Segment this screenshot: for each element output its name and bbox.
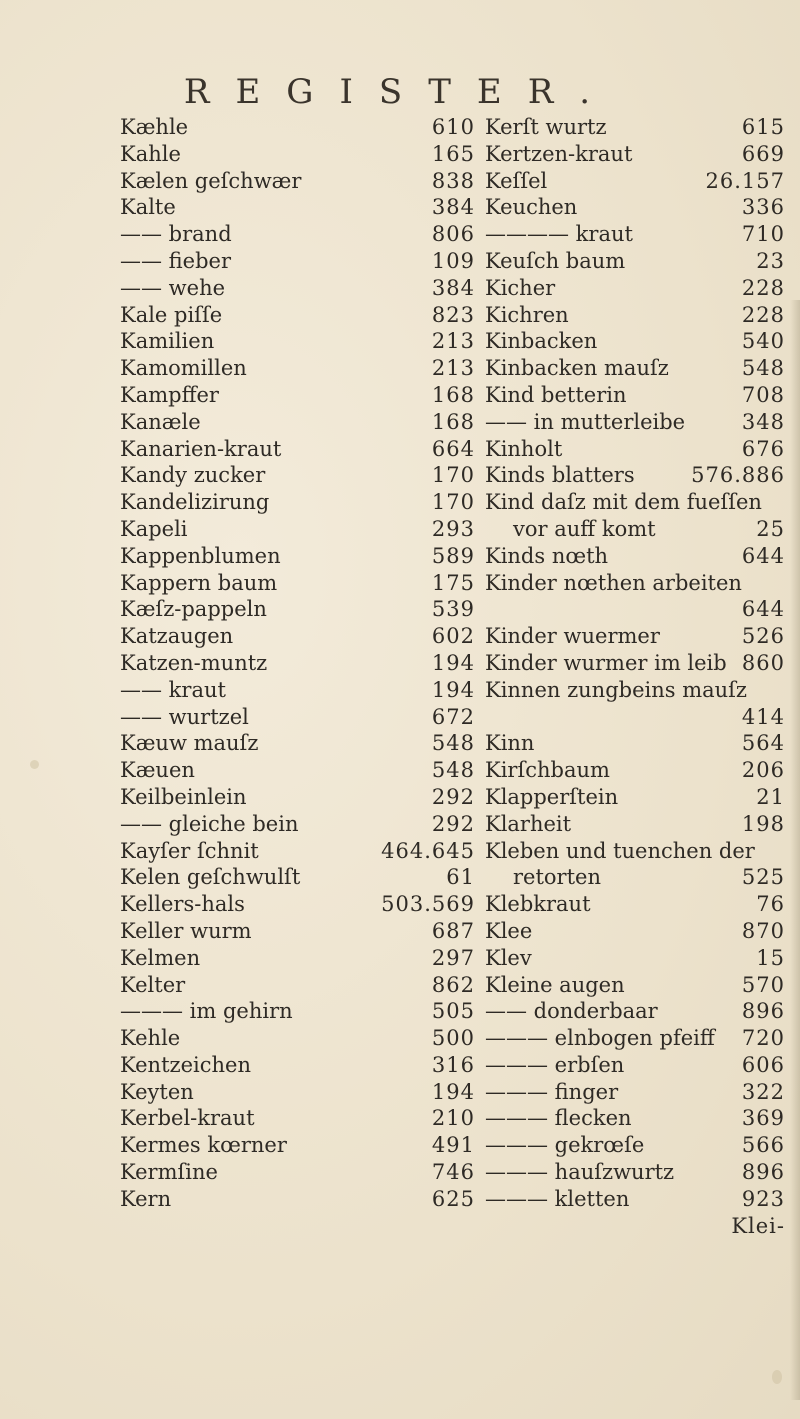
page-number: 293 xyxy=(431,516,475,541)
index-term: Kælen geſchwær xyxy=(120,168,302,193)
page-number: 860 xyxy=(741,650,785,675)
page-number: 384 xyxy=(431,195,475,220)
page-number: 823 xyxy=(431,302,475,327)
page-number: 228 xyxy=(741,302,785,327)
index-entry xyxy=(120,1105,490,1132)
index-entry xyxy=(485,891,785,918)
page-number: 896 xyxy=(741,1160,785,1185)
page-number: 170 xyxy=(431,490,475,515)
page-number: 464.645 xyxy=(381,838,475,863)
index-entry xyxy=(485,516,785,543)
index-term: Kermes kœrner xyxy=(120,1133,287,1158)
index-term: —— wurtzel xyxy=(120,704,249,729)
index-entry xyxy=(485,998,785,1025)
index-term: Kanarien-kraut xyxy=(120,436,282,461)
page-number: 491 xyxy=(431,1133,475,1158)
index-entry xyxy=(485,838,785,865)
page-number: 806 xyxy=(431,222,475,247)
index-term: ——— finger xyxy=(485,1079,619,1104)
index-term: Kale piſſe xyxy=(120,302,223,327)
index-term: Klapperſtein xyxy=(485,784,619,809)
index-term: Kinds nœth xyxy=(485,543,609,568)
index-term: Kinbacken xyxy=(485,329,598,354)
page-number: 168 xyxy=(431,409,475,434)
index-entry xyxy=(120,1079,490,1106)
page-number: 687 xyxy=(431,918,475,943)
index-term: Klev xyxy=(485,945,532,970)
index-entry xyxy=(120,623,490,650)
page-number: 923 xyxy=(741,1186,785,1211)
index-term: retorten xyxy=(513,865,601,890)
index-term: Kern xyxy=(120,1186,172,1211)
index-term: Kandelizirung xyxy=(120,490,270,515)
index-term: —— gleiche bein xyxy=(120,811,299,836)
index-entry xyxy=(120,328,490,355)
paper-stain xyxy=(772,1370,782,1384)
index-term: ——— im gehirn xyxy=(120,999,293,1024)
index-term: Kayſer ſchnit xyxy=(120,838,259,863)
index-term: Kermſine xyxy=(120,1160,218,1185)
page-number: 316 xyxy=(431,1052,475,1077)
page-number: 414 xyxy=(741,704,785,729)
index-term: Kanæle xyxy=(120,409,201,434)
page-number: 615 xyxy=(741,115,785,139)
page-number: 25 xyxy=(756,516,785,541)
index-term: Klebkraut xyxy=(485,892,591,917)
page-number: 228 xyxy=(741,275,785,300)
index-entry xyxy=(485,141,785,168)
page-number: 606 xyxy=(741,1052,785,1077)
index-term: Kinds blatters xyxy=(485,463,635,488)
page-number: 292 xyxy=(431,811,475,836)
index-entry xyxy=(120,114,490,141)
index-term: —— kraut xyxy=(120,677,226,702)
index-entry xyxy=(485,972,785,999)
index-entry xyxy=(120,811,490,838)
index-term: Kinder wurmer im leib xyxy=(485,650,727,675)
index-term: Kind betterin xyxy=(485,382,627,407)
page-number: 170 xyxy=(431,463,475,488)
index-term: ——— elnbogen pfeiff xyxy=(485,1026,715,1051)
index-term: Kampffer xyxy=(120,382,219,407)
index-term: vor auff komt xyxy=(513,516,656,541)
left-index-column xyxy=(120,114,490,1213)
index-entry xyxy=(120,945,490,972)
index-term: ———— kraut xyxy=(485,222,633,247)
index-term: —— in mutterleibe xyxy=(485,409,686,434)
index-entry xyxy=(485,811,785,838)
index-term: Klee xyxy=(485,918,533,943)
index-term: Keuchen xyxy=(485,195,578,220)
index-entry xyxy=(485,114,785,141)
page-number: 862 xyxy=(431,972,475,997)
index-entry xyxy=(120,275,490,302)
index-term: ——— flecken xyxy=(485,1106,632,1131)
index-entry xyxy=(485,570,785,597)
page-number: 720 xyxy=(741,1026,785,1051)
index-entry xyxy=(120,864,490,891)
index-entry xyxy=(485,918,785,945)
index-entry xyxy=(485,302,785,329)
page-number: 194 xyxy=(431,677,475,702)
page-number: 336 xyxy=(741,195,785,220)
index-entry xyxy=(485,382,785,409)
index-entry xyxy=(485,489,785,516)
index-term: Kicher xyxy=(485,275,556,300)
page-number: 548 xyxy=(431,731,475,756)
index-term: ——— hauſzwurtz xyxy=(485,1160,675,1185)
page-number: 548 xyxy=(431,758,475,783)
page-number: 669 xyxy=(741,141,785,166)
index-term: Kleine augen xyxy=(485,972,625,997)
index-entry xyxy=(120,918,490,945)
index-term: ——— gekrœſe xyxy=(485,1133,645,1158)
page-number: 838 xyxy=(431,168,475,193)
page-number: 168 xyxy=(431,382,475,407)
page-number: 297 xyxy=(431,945,475,970)
index-entry xyxy=(120,1132,490,1159)
index-entry xyxy=(485,1213,785,1240)
index-entry xyxy=(120,650,490,677)
index-term: —— brand xyxy=(120,222,232,247)
index-entry xyxy=(120,998,490,1025)
index-entry xyxy=(120,677,490,704)
page-number: 369 xyxy=(741,1106,785,1131)
page-number: 210 xyxy=(431,1106,475,1131)
page-heading: REGISTER. xyxy=(183,72,617,112)
page-number: 564 xyxy=(741,731,785,756)
index-entry xyxy=(485,945,785,972)
index-term: Kelter xyxy=(120,972,186,997)
index-term: Kentzeichen xyxy=(120,1052,251,1077)
index-entry xyxy=(485,462,785,489)
index-term: Kellers-hals xyxy=(120,892,245,917)
index-term: —— wehe xyxy=(120,275,226,300)
index-entry xyxy=(120,248,490,275)
page-number: 896 xyxy=(741,999,785,1024)
page-number: 526 xyxy=(741,624,785,649)
index-term: Kinder nœthen arbeiten xyxy=(485,570,742,595)
index-entry xyxy=(485,1052,785,1079)
index-entry xyxy=(485,1186,785,1213)
index-entry xyxy=(120,355,490,382)
right-index-column xyxy=(485,114,785,1239)
page-number: 505 xyxy=(431,999,475,1024)
index-term: Keſſel xyxy=(485,168,548,193)
index-term: Katzaugen xyxy=(120,624,234,649)
index-term: Kehle xyxy=(120,1026,181,1051)
index-entry xyxy=(485,248,785,275)
index-entry xyxy=(485,757,785,784)
paper-stain xyxy=(30,760,39,769)
index-entry xyxy=(485,1079,785,1106)
index-term: Kertzen-kraut xyxy=(485,141,633,166)
index-term: —— donderbaar xyxy=(485,999,658,1024)
page-number: 26.157 xyxy=(705,168,785,193)
index-term: Kelmen xyxy=(120,945,201,970)
index-term: Kæhle xyxy=(120,115,189,139)
index-term: Kappenblumen xyxy=(120,543,281,568)
index-entry xyxy=(120,730,490,757)
index-term: Kamomillen xyxy=(120,356,247,381)
index-entry xyxy=(120,1186,490,1213)
page-number: 109 xyxy=(431,248,475,273)
index-term: Kind daſz mit dem fueſſen xyxy=(485,490,762,515)
index-entry xyxy=(485,1105,785,1132)
page-number: 500 xyxy=(431,1026,475,1051)
index-term: Kichren xyxy=(485,302,569,327)
index-entry xyxy=(120,757,490,784)
index-term: ——— kletten xyxy=(485,1186,630,1211)
index-term: Katzen-muntz xyxy=(120,650,268,675)
index-entry xyxy=(485,355,785,382)
index-entry xyxy=(120,382,490,409)
index-entry xyxy=(120,704,490,731)
page-number: 625 xyxy=(431,1186,475,1211)
index-term: ——— erbſen xyxy=(485,1052,625,1077)
page-number: 198 xyxy=(741,811,785,836)
index-entry xyxy=(120,596,490,623)
index-term: Kinn xyxy=(485,731,535,756)
page-number: 348 xyxy=(741,409,785,434)
page-number: 21 xyxy=(756,784,785,809)
page-number: 676 xyxy=(741,436,785,461)
page-number: 61 xyxy=(446,865,475,890)
index-term: Kæuen xyxy=(120,758,195,783)
index-term: Kirſchbaum xyxy=(485,758,610,783)
index-entry xyxy=(120,516,490,543)
index-term: Kamilien xyxy=(120,329,215,354)
index-term: Kerſt wurtz xyxy=(485,115,607,139)
index-entry xyxy=(120,194,490,221)
page-number: 15 xyxy=(756,945,785,970)
page-edge-shadow xyxy=(790,300,800,1400)
page-number: 194 xyxy=(431,1079,475,1104)
page-number: 644 xyxy=(741,543,785,568)
index-entry xyxy=(120,543,490,570)
page-number: 610 xyxy=(431,115,475,139)
index-term: Kalte xyxy=(120,195,176,220)
index-entry xyxy=(485,650,785,677)
page-number: 206 xyxy=(741,758,785,783)
index-entry xyxy=(120,462,490,489)
index-entry xyxy=(485,1025,785,1052)
page-number: 708 xyxy=(741,382,785,407)
index-term: Kinbacken mauſz xyxy=(485,356,669,381)
index-entry xyxy=(485,704,785,731)
index-entry xyxy=(485,1132,785,1159)
index-entry xyxy=(485,623,785,650)
index-entry xyxy=(120,436,490,463)
index-entry xyxy=(120,221,490,248)
index-entry xyxy=(120,1025,490,1052)
index-term: Keyten xyxy=(120,1079,194,1104)
page-number: 540 xyxy=(741,329,785,354)
index-entry xyxy=(485,409,785,436)
page-number: 322 xyxy=(741,1079,785,1104)
index-entry xyxy=(485,543,785,570)
index-entry xyxy=(120,891,490,918)
index-entry xyxy=(120,838,490,865)
index-entry xyxy=(120,570,490,597)
index-entry xyxy=(120,141,490,168)
index-term: —— fieber xyxy=(120,248,232,273)
page-number: 539 xyxy=(431,597,475,622)
index-term: Kahle xyxy=(120,141,181,166)
index-entry xyxy=(485,677,785,704)
index-term: Kandy zucker xyxy=(120,463,266,488)
page-number: 213 xyxy=(431,329,475,354)
page-number: 292 xyxy=(431,784,475,809)
page-number: 566 xyxy=(741,1133,785,1158)
page-number: 548 xyxy=(741,356,785,381)
index-entry xyxy=(120,1159,490,1186)
index-term: Kerbel-kraut xyxy=(120,1106,255,1131)
page-number: 384 xyxy=(431,275,475,300)
page-number: 213 xyxy=(431,356,475,381)
index-entry xyxy=(120,1052,490,1079)
page-number: 644 xyxy=(741,597,785,622)
index-entry xyxy=(485,1159,785,1186)
index-term: Kappern baum xyxy=(120,570,278,595)
index-entry xyxy=(485,275,785,302)
index-term: Kæuw mauſz xyxy=(120,731,259,756)
index-entry xyxy=(485,864,785,891)
index-term: Kapeli xyxy=(120,516,188,541)
index-entry xyxy=(120,489,490,516)
page-number: 525 xyxy=(741,865,785,890)
index-entry xyxy=(120,168,490,195)
index-entry xyxy=(120,409,490,436)
page-number: 570 xyxy=(741,972,785,997)
index-entry xyxy=(485,730,785,757)
page-number: 602 xyxy=(431,624,475,649)
index-entry xyxy=(485,784,785,811)
index-term: Kinnen zungbeins mauſz xyxy=(485,677,747,702)
index-entry xyxy=(120,972,490,999)
page-number: 870 xyxy=(741,918,785,943)
index-entry xyxy=(485,168,785,195)
page-number: 576.886 xyxy=(691,463,785,488)
index-term: Keuſch baum xyxy=(485,248,626,273)
page-number: 76 xyxy=(756,892,785,917)
index-term: Klarheit xyxy=(485,811,572,836)
index-entry xyxy=(120,302,490,329)
index-entry xyxy=(120,784,490,811)
index-entry xyxy=(485,328,785,355)
index-term: Kleben und tuenchen der xyxy=(485,838,755,863)
page-number: 194 xyxy=(431,650,475,675)
page-number: 664 xyxy=(431,436,475,461)
page-number: 165 xyxy=(431,141,475,166)
index-entry xyxy=(485,194,785,221)
page-number: 503.569 xyxy=(381,892,475,917)
page-number: 710 xyxy=(741,222,785,247)
index-entry xyxy=(485,596,785,623)
index-term: Keilbeinlein xyxy=(120,784,247,809)
index-term: Kæſz-pappeln xyxy=(120,597,267,622)
index-term: Kinder wuermer xyxy=(485,624,660,649)
page-number: 175 xyxy=(431,570,475,595)
page-number: Klei- xyxy=(731,1213,785,1238)
index-entry xyxy=(485,221,785,248)
index-term: Kinholt xyxy=(485,436,563,461)
page-number: 746 xyxy=(431,1160,475,1185)
index-entry xyxy=(485,436,785,463)
index-term: Keller wurm xyxy=(120,918,252,943)
page-number: 672 xyxy=(431,704,475,729)
page-number: 23 xyxy=(756,248,785,273)
page-number: 589 xyxy=(431,543,475,568)
index-term: Kelen geſchwulſt xyxy=(120,865,301,890)
